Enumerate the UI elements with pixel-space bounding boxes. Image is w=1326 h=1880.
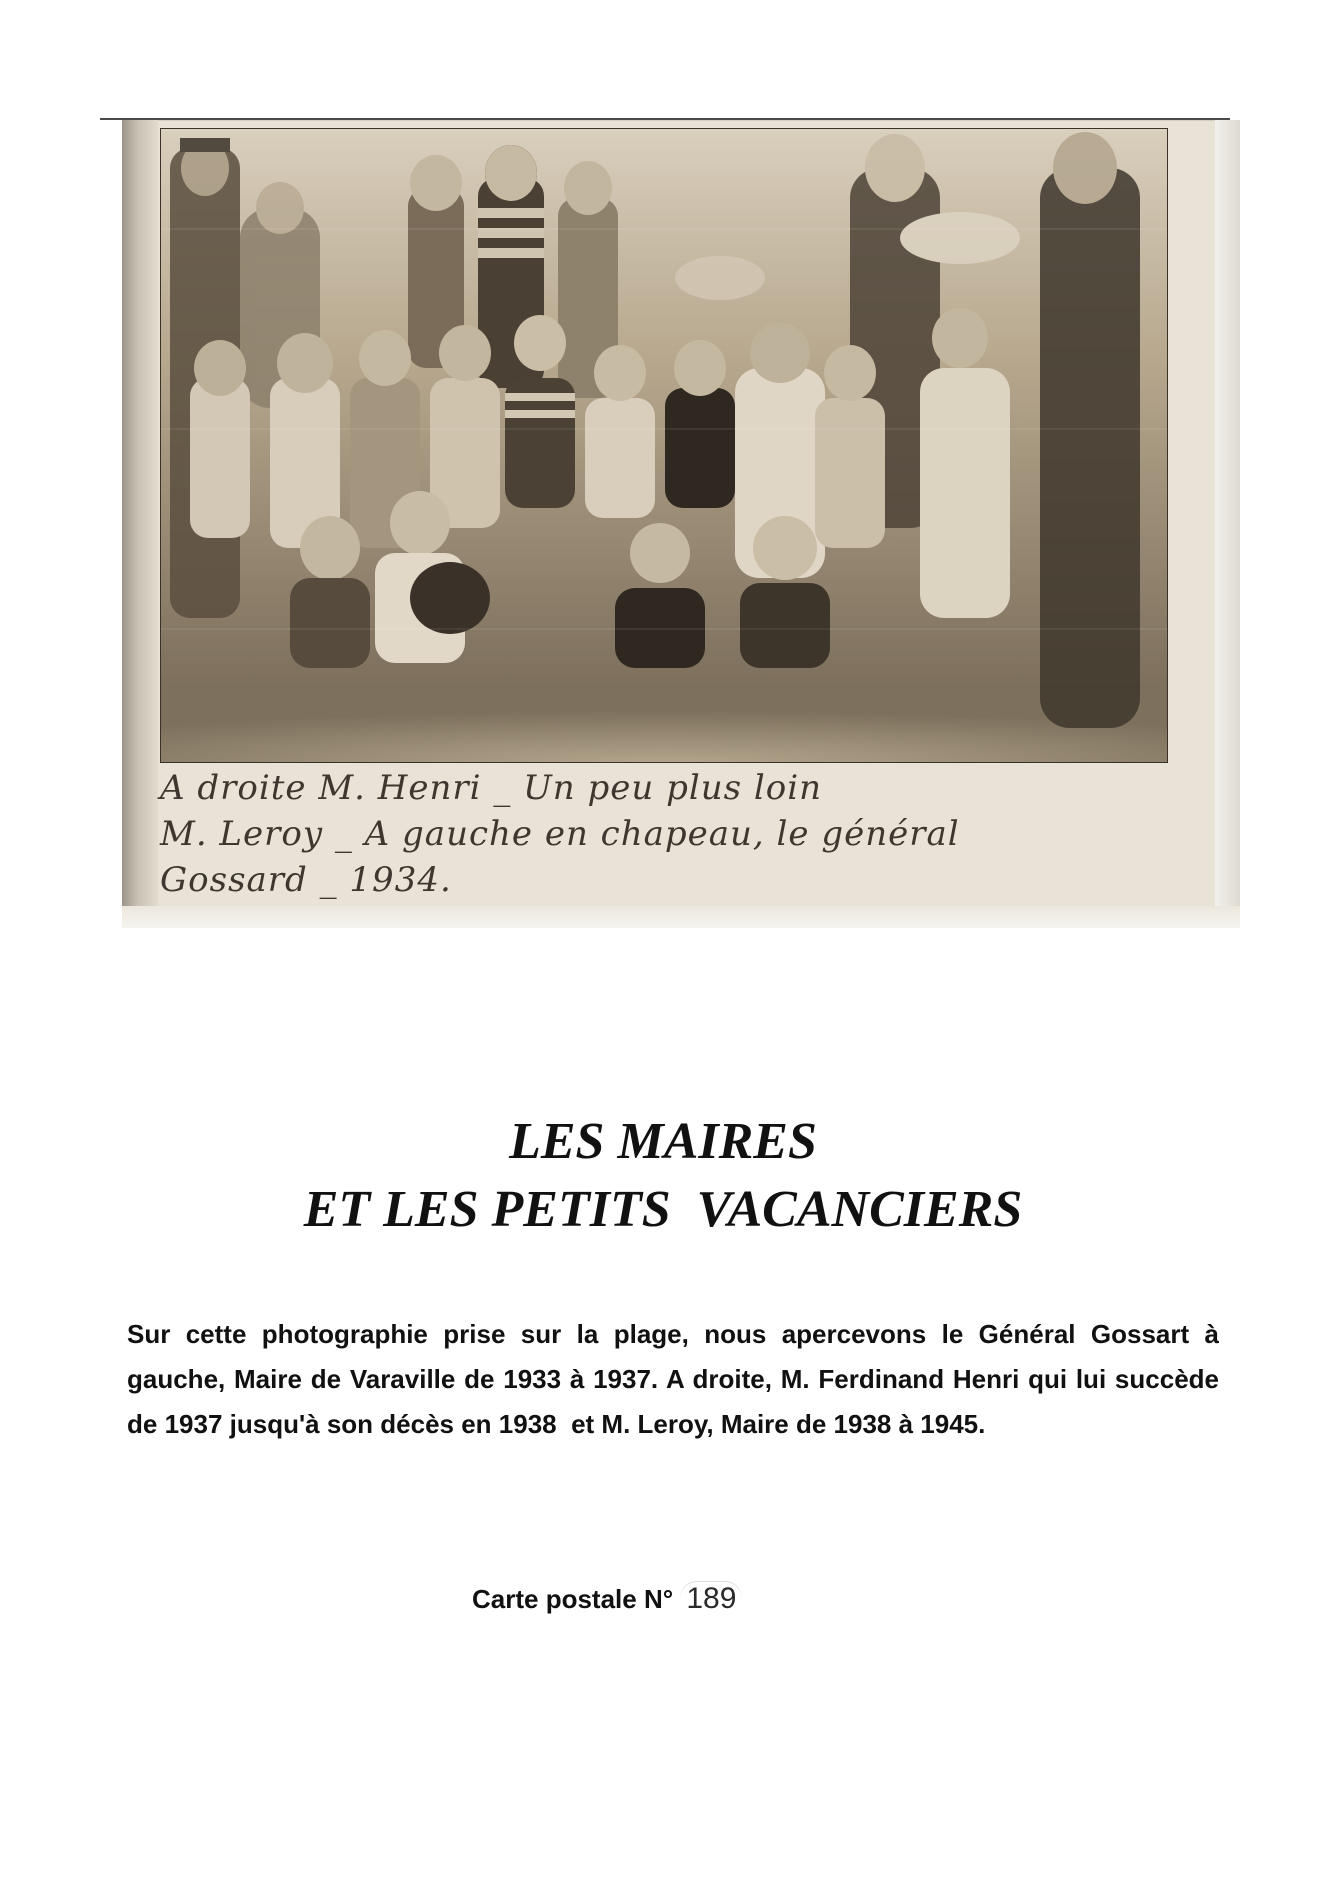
caption-line-1: A droite M. Henri _ Un peu plus loin	[160, 768, 823, 808]
title-line-2: ET LES PETITS VACANCIERS	[303, 1181, 1023, 1238]
postcard-reference	[472, 1582, 742, 1616]
caption-line-2: M. Leroy _ A gauche en chapeau, le général	[160, 814, 960, 854]
beach-group-photograph	[160, 128, 1168, 763]
page-title	[0, 1108, 1326, 1244]
handwritten-caption	[160, 765, 1220, 915]
postcard-label: Carte postale N°	[472, 1584, 674, 1614]
postcard-number: 189	[680, 1582, 742, 1616]
title-line-1: LES MAIRES	[509, 1113, 817, 1170]
caption-line-3: Gossard _ 1934.	[160, 860, 452, 900]
postcard-left-edge	[122, 120, 158, 928]
description-paragraph: Sur cette photographie prise sur la plage, nous apercevons le Général Gossart à gauche, Maire de Varaville de 1933 à 1937. A droite, M. Ferdinand Henri qui lui succède de 1937 jusqu'à son décès en 1938 et M. Leroy, Maire de 1938 à 1945.	[127, 1319, 1227, 1439]
